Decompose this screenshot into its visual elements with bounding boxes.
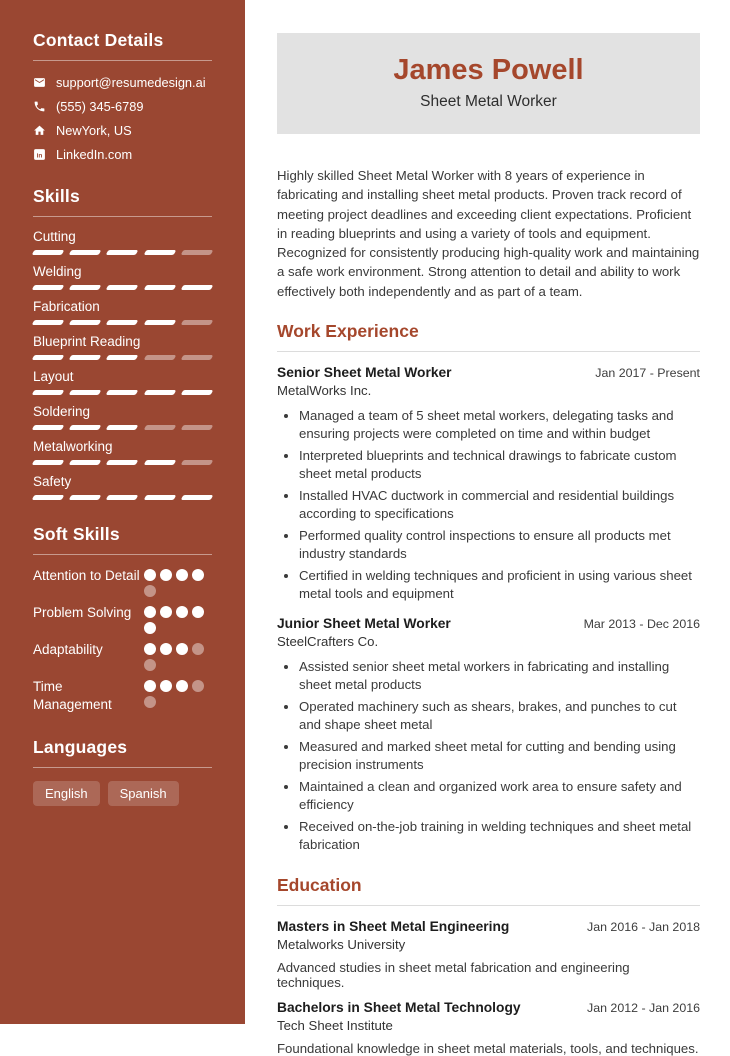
summary-paragraph: Highly skilled Sheet Metal Worker with 8 years of experience in fabricating and installing sheet metal products. Proven track record of meeting project deadlines and exceeding client expectations. Proficient in reading blueprints and using a variety of tools and equipment. Recognized for consistently producing high-quality work and maintaining a safe work environment. Strong attention to detail and ability to work effectively both independently and as part of a team.: [277, 168, 700, 299]
work-experience-heading: Work Experience: [277, 321, 700, 352]
meter-empty-segment: [144, 585, 156, 597]
contact-heading: Contact Details: [33, 30, 164, 50]
meter-filled-segment: [144, 680, 156, 692]
skill-label: Welding: [33, 264, 82, 279]
meter-empty-segment: [143, 355, 176, 360]
skill-level-bar: [33, 425, 212, 430]
skill-level-bar: [33, 460, 212, 465]
education-description: Advanced studies in sheet metal fabrication and engineering techniques.: [277, 959, 630, 990]
soft-skills-heading: Soft Skills: [33, 524, 120, 544]
meter-filled-segment: [69, 460, 102, 465]
job-bullet: • Installed HVAC ductwork in commercial and residential buildings according to specifications: [299, 487, 700, 524]
soft-skill-label: Time Management: [33, 679, 112, 712]
soft-skill-dot-rating: [144, 641, 212, 671]
job-company: SteelCrafters Co.: [277, 633, 379, 649]
meter-filled-segment: [144, 606, 156, 618]
divider: [33, 60, 212, 61]
skill-row: [33, 439, 212, 465]
meter-filled-segment: [143, 495, 176, 500]
linkedin-icon: [33, 148, 46, 161]
language-tag: English: [33, 781, 100, 806]
meter-filled-segment: [192, 569, 204, 581]
skill-label: Safety: [33, 474, 72, 489]
contact-item-email[interactable]: [33, 75, 212, 90]
meter-empty-segment: [180, 460, 213, 465]
job-bullet: • Operated machinery such as shears, brakes, and punches to cut and shape sheet metal: [299, 698, 700, 735]
meter-filled-segment: [144, 643, 156, 655]
languages-section: [33, 737, 212, 806]
skill-row: [33, 264, 212, 290]
meter-filled-segment: [143, 390, 176, 395]
resume-header: [277, 33, 700, 134]
email-icon: [33, 76, 46, 89]
school-name: Metalworks University: [277, 936, 406, 952]
meter-filled-segment: [160, 680, 172, 692]
meter-filled-segment: [144, 569, 156, 581]
job-bullet: • Assisted senior sheet metal workers in fabricating and installing sheet metal products: [299, 658, 700, 695]
skill-level-bar: [33, 495, 212, 500]
divider: [33, 767, 212, 768]
skill-label: Blueprint Reading: [33, 334, 141, 349]
phone-icon: [33, 100, 46, 113]
soft-skill-dot-rating: [144, 567, 212, 597]
contact-list: [33, 75, 212, 162]
skill-row: [33, 474, 212, 500]
soft-skill-label: Attention to Detail: [33, 568, 140, 583]
soft-skill-dot-rating: [144, 678, 212, 713]
job-entry: [277, 365, 700, 604]
meter-filled-segment: [192, 606, 204, 618]
soft-skill-dot-rating: [144, 604, 212, 634]
skill-row: [33, 299, 212, 325]
soft-skills-list: [33, 567, 212, 713]
skill-level-bar: [33, 320, 212, 325]
job-bullet: • Measured and marked sheet metal for cutting and bending using precision instruments: [299, 738, 700, 775]
divider: [33, 554, 212, 555]
education-date: Jan 2012 - Jan 2016: [587, 1000, 700, 1015]
education-entry-header: [277, 919, 700, 934]
meter-filled-segment: [32, 320, 65, 325]
meter-filled-segment: [143, 320, 176, 325]
skill-row: [33, 229, 212, 255]
svg-text:in: in: [36, 152, 43, 160]
meter-filled-segment: [32, 390, 65, 395]
soft-skill-row: [33, 641, 212, 671]
home-icon: [33, 124, 46, 137]
skill-row: [33, 404, 212, 430]
degree-title: Bachelors in Sheet Metal Technology: [277, 999, 521, 1015]
job-bullet: • Maintained a clean and organized work area to ensure safety and efficiency: [299, 778, 700, 815]
contact-section: [33, 30, 212, 162]
main-content: [245, 0, 730, 1056]
education-date: Jan 2016 - Jan 2018: [587, 919, 700, 934]
soft-skill-row: [33, 567, 212, 597]
meter-empty-segment: [192, 680, 204, 692]
meter-filled-segment: [69, 425, 102, 430]
education-section: [277, 875, 700, 1056]
meter-filled-segment: [176, 643, 188, 655]
soft-skill-label: Problem Solving: [33, 605, 132, 620]
meter-filled-segment: [176, 606, 188, 618]
degree-title: Masters in Sheet Metal Engineering: [277, 918, 510, 934]
contact-location-text: NewYork, US: [56, 123, 132, 138]
meter-filled-segment: [69, 285, 102, 290]
job-title: Junior Sheet Metal Worker: [277, 615, 451, 631]
work-experience-section: [277, 321, 700, 855]
job-bullet: • Certified in welding techniques and proficient in using various sheet metal tools and equipment: [299, 567, 700, 604]
meter-filled-segment: [32, 460, 65, 465]
skill-row: [33, 369, 212, 395]
job-bullet: • Performed quality control inspections to ensure all products met industry standards: [299, 527, 700, 564]
meter-filled-segment: [180, 285, 213, 290]
meter-filled-segment: [106, 320, 139, 325]
education-entry: [277, 919, 700, 990]
skills-list: [33, 229, 212, 500]
meter-filled-segment: [106, 250, 139, 255]
skills-heading: Skills: [33, 186, 80, 206]
meter-empty-segment: [144, 696, 156, 708]
job-bullet: • Managed a team of 5 sheet metal workers, delegating tasks and ensuring projects were completed on time and within budget: [299, 407, 700, 444]
meter-empty-segment: [144, 659, 156, 671]
skill-level-bar: [33, 355, 212, 360]
education-entry-header: [277, 1000, 700, 1015]
meter-empty-segment: [180, 250, 213, 255]
meter-filled-segment: [143, 460, 176, 465]
meter-empty-segment: [180, 355, 213, 360]
meter-filled-segment: [32, 285, 65, 290]
contact-linkedin-text: LinkedIn.com: [56, 147, 133, 162]
meter-filled-segment: [180, 495, 213, 500]
meter-filled-segment: [106, 425, 139, 430]
skill-label: Cutting: [33, 229, 76, 244]
skill-level-bar: [33, 285, 212, 290]
job-entry-header: [277, 616, 700, 631]
skill-level-bar: [33, 390, 212, 395]
meter-filled-segment: [69, 355, 102, 360]
meter-filled-segment: [106, 355, 139, 360]
education-heading: Education: [277, 875, 700, 906]
soft-skill-label: Adaptability: [33, 642, 103, 657]
skill-label: Soldering: [33, 404, 91, 419]
meter-filled-segment: [180, 390, 213, 395]
job-bullet-list: [299, 658, 700, 855]
meter-filled-segment: [32, 355, 65, 360]
soft-skill-row: [33, 678, 212, 713]
candidate-role: Sheet Metal Worker: [420, 93, 557, 110]
education-description: Foundational knowledge in sheet metal materials, tools, and techniques.: [277, 1040, 699, 1056]
meter-filled-segment: [69, 320, 102, 325]
soft-skill-row: [33, 604, 212, 634]
skill-label: Metalworking: [33, 439, 113, 454]
job-entry-header: [277, 365, 700, 380]
divider: [33, 216, 212, 217]
skill-label: Layout: [33, 369, 74, 384]
meter-filled-segment: [106, 390, 139, 395]
job-title: Senior Sheet Metal Worker: [277, 364, 452, 380]
meter-filled-segment: [144, 622, 156, 634]
languages-list: [33, 781, 212, 806]
contact-item-location: [33, 123, 212, 138]
job-date: Mar 2013 - Dec 2016: [583, 616, 700, 631]
skills-section: [33, 186, 212, 500]
contact-item-phone: [33, 99, 212, 114]
job-bullet: • Interpreted blueprints and technical drawings to fabricate custom sheet metal products: [299, 447, 700, 484]
meter-empty-segment: [180, 320, 213, 325]
education-entry: [277, 1000, 700, 1056]
meter-filled-segment: [143, 250, 176, 255]
meter-filled-segment: [32, 250, 65, 255]
job-entry: [277, 616, 700, 855]
skill-label: Fabrication: [33, 299, 100, 314]
meter-filled-segment: [160, 569, 172, 581]
meter-filled-segment: [160, 606, 172, 618]
meter-filled-segment: [106, 460, 139, 465]
contact-phone-text: (555) 345-6789: [56, 99, 144, 114]
contact-email-text: support@resumedesign.ai: [56, 75, 206, 90]
meter-filled-segment: [176, 680, 188, 692]
soft-skills-section: [33, 524, 212, 713]
skill-level-bar: [33, 250, 212, 255]
language-tag: Spanish: [108, 781, 179, 806]
meter-filled-segment: [69, 250, 102, 255]
meter-filled-segment: [32, 495, 65, 500]
candidate-name: James Powell: [393, 54, 584, 86]
school-name: Tech Sheet Institute: [277, 1017, 393, 1033]
meter-empty-segment: [192, 643, 204, 655]
meter-empty-segment: [180, 425, 213, 430]
languages-heading: Languages: [33, 737, 128, 758]
meter-filled-segment: [106, 285, 139, 290]
meter-filled-segment: [69, 495, 102, 500]
meter-filled-segment: [160, 643, 172, 655]
job-date: Jan 2017 - Present: [595, 365, 700, 380]
meter-filled-segment: [106, 495, 139, 500]
job-company: MetalWorks Inc.: [277, 382, 372, 398]
job-bullet: • Received on-the-job training in welding techniques and sheet metal fabrication: [299, 818, 700, 855]
sidebar: [0, 0, 245, 1024]
skill-row: [33, 334, 212, 360]
meter-filled-segment: [69, 390, 102, 395]
meter-empty-segment: [143, 425, 176, 430]
contact-item-linkedin[interactable]: [33, 147, 212, 162]
meter-filled-segment: [176, 569, 188, 581]
meter-filled-segment: [143, 285, 176, 290]
meter-filled-segment: [32, 425, 65, 430]
job-bullet-list: [299, 407, 700, 604]
